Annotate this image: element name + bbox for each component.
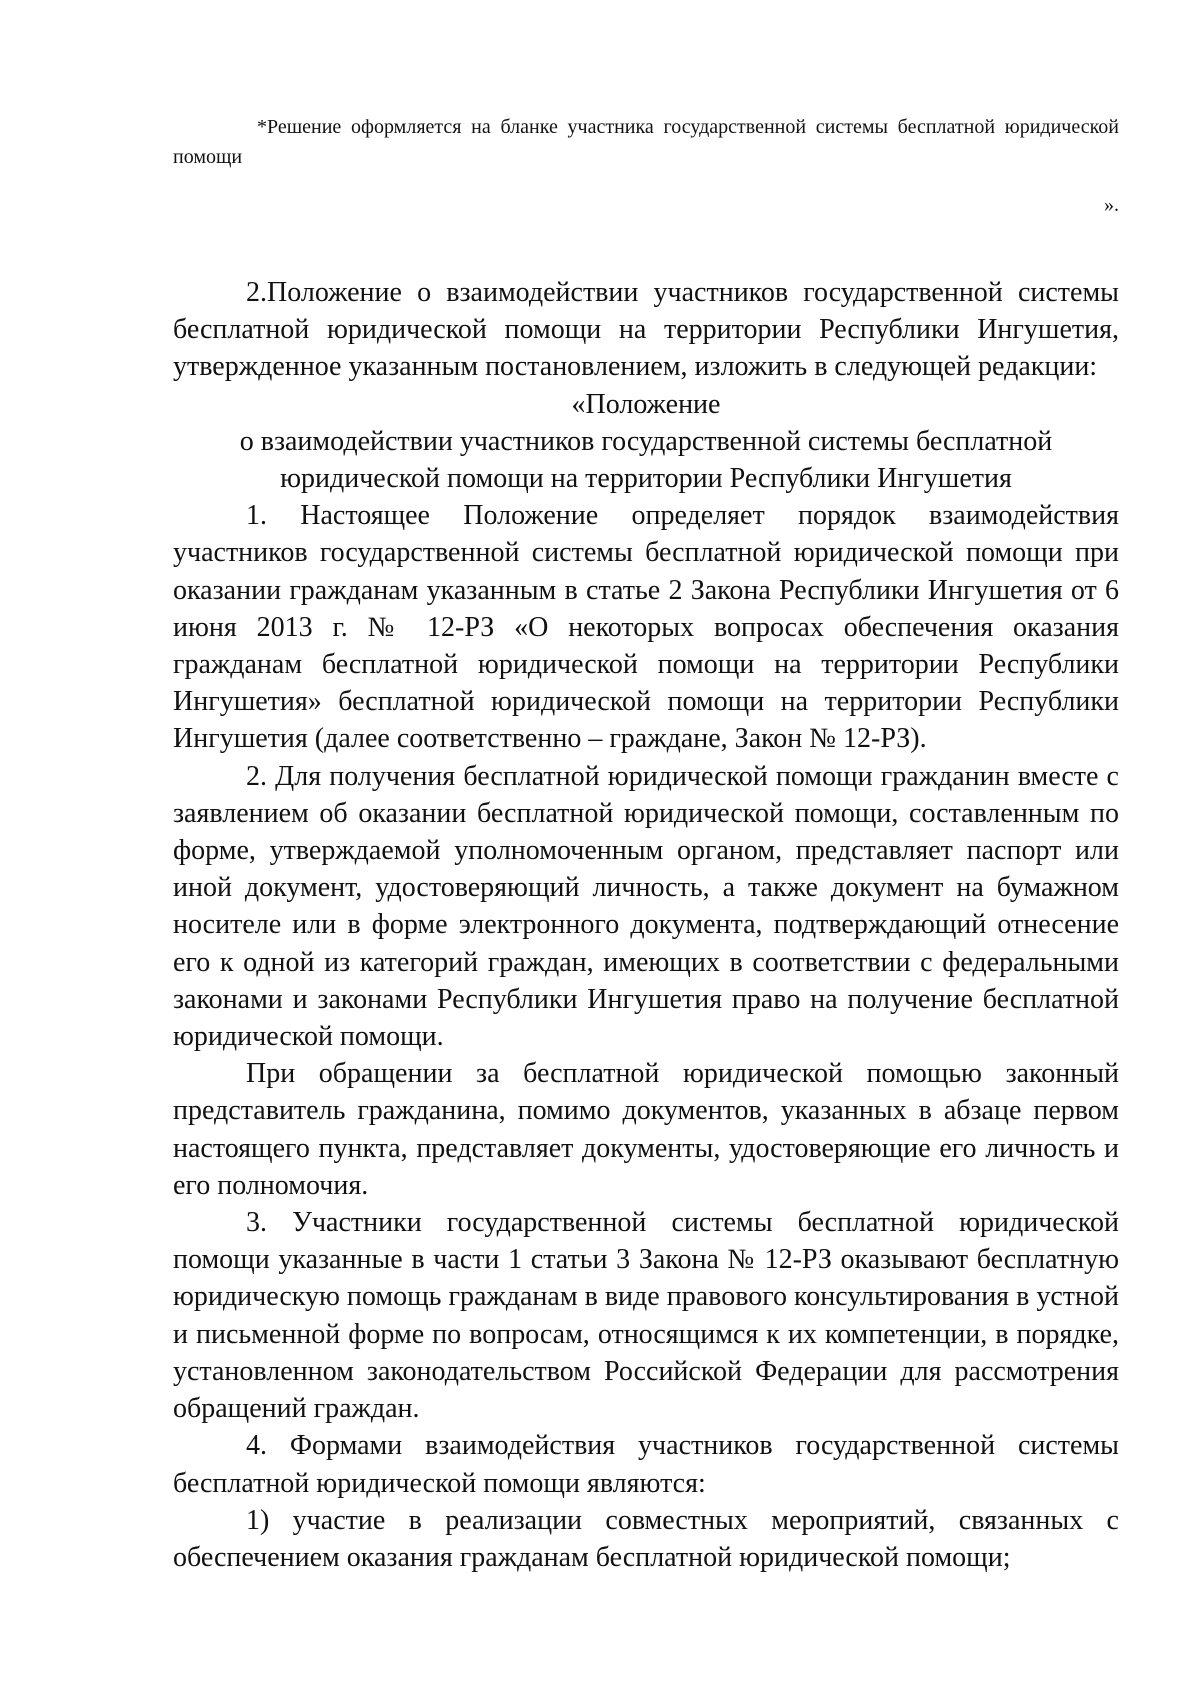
item-1: 1. Настоящее Положение определяет порядок взаимодействия участников государственной системы бесплатной юридической помощи при оказании гражданам указанным в статье 2 Закона Республики Ингушетия от 6 июня 2013 г. № 12-РЗ «О некоторых вопросах обеспечения оказания гражданам бесплатной юридической помощи на территории Республики Ингушетия» бесплатной юридической помощи на территории Республики Ингушетия (далее соответственно – граждане, Закон № 12-РЗ).: [173, 500, 1119, 755]
item-2-paragraph-2: При обращении за бесплатной юридической помощью законный представитель гражданина, помимо документов, указанных в абзаце первом настоящего пункта, представляет документы, удостоверяющие его личность и его полномочия.: [173, 1058, 1119, 1201]
item-3: 3. Участники государственной системы бесплатной юридической помощи указанные в части 1 статьи 3 Закона № 12-РЗ оказывают бесплатную юридическую помощь гражданам в виде правового консультирования в устной и письменной форме по вопросам, относящимся к их компетенции, в порядке, установленном законодательством Российской Федерации для рассмотрения обращений граждан.: [173, 1207, 1119, 1425]
main-text: [173, 274, 1119, 1576]
item-4-subitem-1: 1) участие в реализации совместных мероприятий, связанных с обеспечением оказания гражданам бесплатной юридической помощи;: [173, 1504, 1119, 1573]
regulation-title: «Положение: [571, 388, 721, 420]
footnote-text: *Решение оформляется на бланке участника государственной системы бесплатной юридической помощи: [173, 116, 1119, 168]
closing-quote: ».: [1104, 194, 1119, 216]
document-body: [173, 112, 1119, 1576]
item-4: 4. Формами взаимодействия участников государственной системы бесплатной юридической помощи являются:: [173, 1430, 1119, 1499]
regulation-subtitle: о взаимодействии участников государственной системы бесплатной юридической помощи на территории Республики Ингушетия: [239, 425, 1053, 495]
section-2-intro: 2.Положение о взаимодействии участников государственной системы бесплатной юридической помощи на территории Республики Ингушетия, утвержденное указанным постановлением, изложить в следующей редакции:: [173, 277, 1119, 383]
item-2: 2. Для получения бесплатной юридической помощи гражданин вместе с заявлением об оказании бесплатной юридической помощи, составленным по форме, утверждаемой уполномоченным органом, представляет паспорт или иной документ, удостоверяющий личность, а также документ на бумажном носителе или в форме электронного документа, подтверждающий отнесение его к одной из категорий граждан, имеющих в соответствии с федеральными законами и законами Республики Ингушетия право на получение бесплатной юридической помощи.: [173, 760, 1119, 1053]
